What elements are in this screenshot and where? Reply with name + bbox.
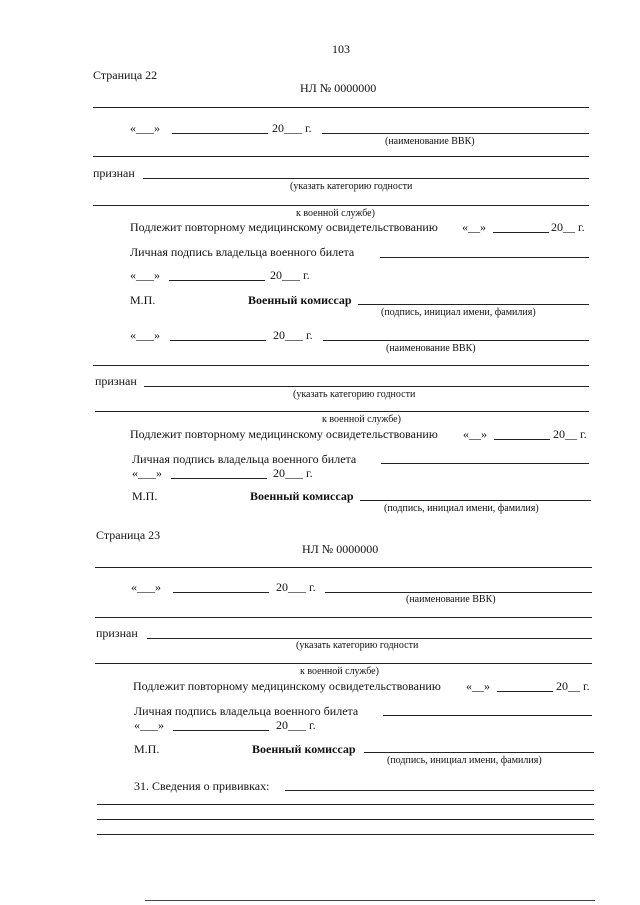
date-line (172, 133, 268, 134)
rule-line (97, 819, 594, 820)
date-line (169, 280, 265, 281)
recognized-label: признан (96, 626, 138, 640)
stamp-label: М.П. (130, 293, 156, 307)
reexam-quote: «__» (463, 427, 487, 441)
vaccinations-label: 31. Сведения о прививках: (134, 779, 270, 793)
date-year: 20___ г. (273, 328, 313, 342)
category-caption: (указать категорию годности (290, 181, 413, 192)
vvk-caption: (наименование ВВК) (385, 136, 475, 147)
recognized-label: признан (95, 374, 137, 388)
stamp-label: М.П. (134, 742, 160, 756)
category-caption: (указать категорию годности (296, 640, 419, 651)
commissar-signature-line (358, 304, 589, 305)
date-year: 20___ г. (276, 718, 316, 732)
reexam-date-line (497, 691, 553, 692)
vvk-caption: (наименование ВВК) (406, 594, 496, 605)
commissar-signature-line (360, 500, 591, 501)
date-quote: «___» (130, 328, 160, 342)
rule-line (95, 411, 589, 412)
category-line (147, 638, 592, 639)
reexam-year: 20__ г. (553, 427, 587, 441)
page-number: 103 (332, 42, 350, 56)
page-22-title: Страница 22 (93, 68, 158, 82)
category-line (143, 178, 589, 179)
rule-line (93, 107, 589, 108)
date-year: 20___ г. (272, 121, 312, 135)
date-year: 20___ г. (270, 268, 310, 282)
reexam-label: Подлежит повторному медицинскому освидетельствованию (130, 220, 438, 234)
reexam-quote: «__» (462, 220, 486, 234)
reexam-year: 20__ г. (556, 679, 590, 693)
category-line (144, 386, 589, 387)
owner-signature-line (383, 715, 592, 716)
reexam-date-line (494, 439, 550, 440)
rule-line (93, 365, 589, 366)
signature-caption: (подпись, инициал имени, фамилия) (384, 503, 539, 514)
vvk-line (323, 340, 589, 341)
bottom-edge-line (145, 900, 595, 901)
date-quote: «___» (134, 718, 164, 732)
reexam-date-line (493, 232, 549, 233)
date-year: 20___ г. (276, 580, 316, 594)
commissar-label: Военный комиссар (250, 489, 354, 503)
vvk-caption: (наименование ВВК) (386, 343, 476, 354)
stamp-label: М.П. (132, 489, 158, 503)
reexam-label: Подлежит повторному медицинскому освидетельствованию (133, 679, 441, 693)
owner-signature-label: Личная подпись владельца военного билета (130, 245, 355, 259)
vvk-line (325, 592, 592, 593)
rule-line (93, 205, 589, 206)
rule-line (97, 804, 594, 805)
vvk-line (322, 133, 589, 134)
commissar-label: Военный комиссар (252, 742, 356, 756)
rule-line (95, 617, 592, 618)
date-line (170, 340, 266, 341)
date-line (171, 478, 267, 479)
category-caption: (указать категорию годности (293, 389, 416, 400)
commissar-signature-line (364, 752, 594, 753)
reexam-label: Подлежит повторному медицинскому освидетельствованию (130, 427, 438, 441)
military-service-caption: к военной службе) (300, 666, 379, 677)
rule-line (95, 567, 592, 568)
owner-signature-label: Личная подпись владельца военного билета (134, 704, 359, 718)
military-service-caption: к военной службе) (296, 208, 375, 219)
rule-line (95, 663, 592, 664)
date-quote: «___» (131, 580, 161, 594)
date-year: 20___ г. (273, 466, 313, 480)
reexam-year: 20__ г. (551, 220, 585, 234)
military-service-caption: к военной службе) (322, 414, 401, 425)
date-quote: «___» (130, 268, 160, 282)
vaccinations-line (285, 790, 594, 791)
rule-line (97, 834, 594, 835)
date-line (173, 592, 269, 593)
date-quote: «___» (130, 121, 160, 135)
date-line (173, 730, 269, 731)
signature-caption: (подпись, инициал имени, фамилия) (381, 307, 536, 318)
commissar-label: Военный комиссар (248, 293, 352, 307)
recognized-label: признан (93, 166, 135, 180)
reexam-quote: «__» (466, 679, 490, 693)
date-quote: «___» (132, 466, 162, 480)
owner-signature-line (381, 463, 589, 464)
owner-signature-label: Личная подпись владельца военного билета (132, 452, 357, 466)
rule-line (93, 156, 589, 157)
page-23-title: Страница 23 (96, 528, 161, 542)
signature-caption: (подпись, инициал имени, фамилия) (387, 755, 542, 766)
page-22-form-number: НЛ № 0000000 (300, 81, 377, 95)
owner-signature-line (380, 257, 589, 258)
page-23-form-number: НЛ № 0000000 (302, 542, 379, 556)
